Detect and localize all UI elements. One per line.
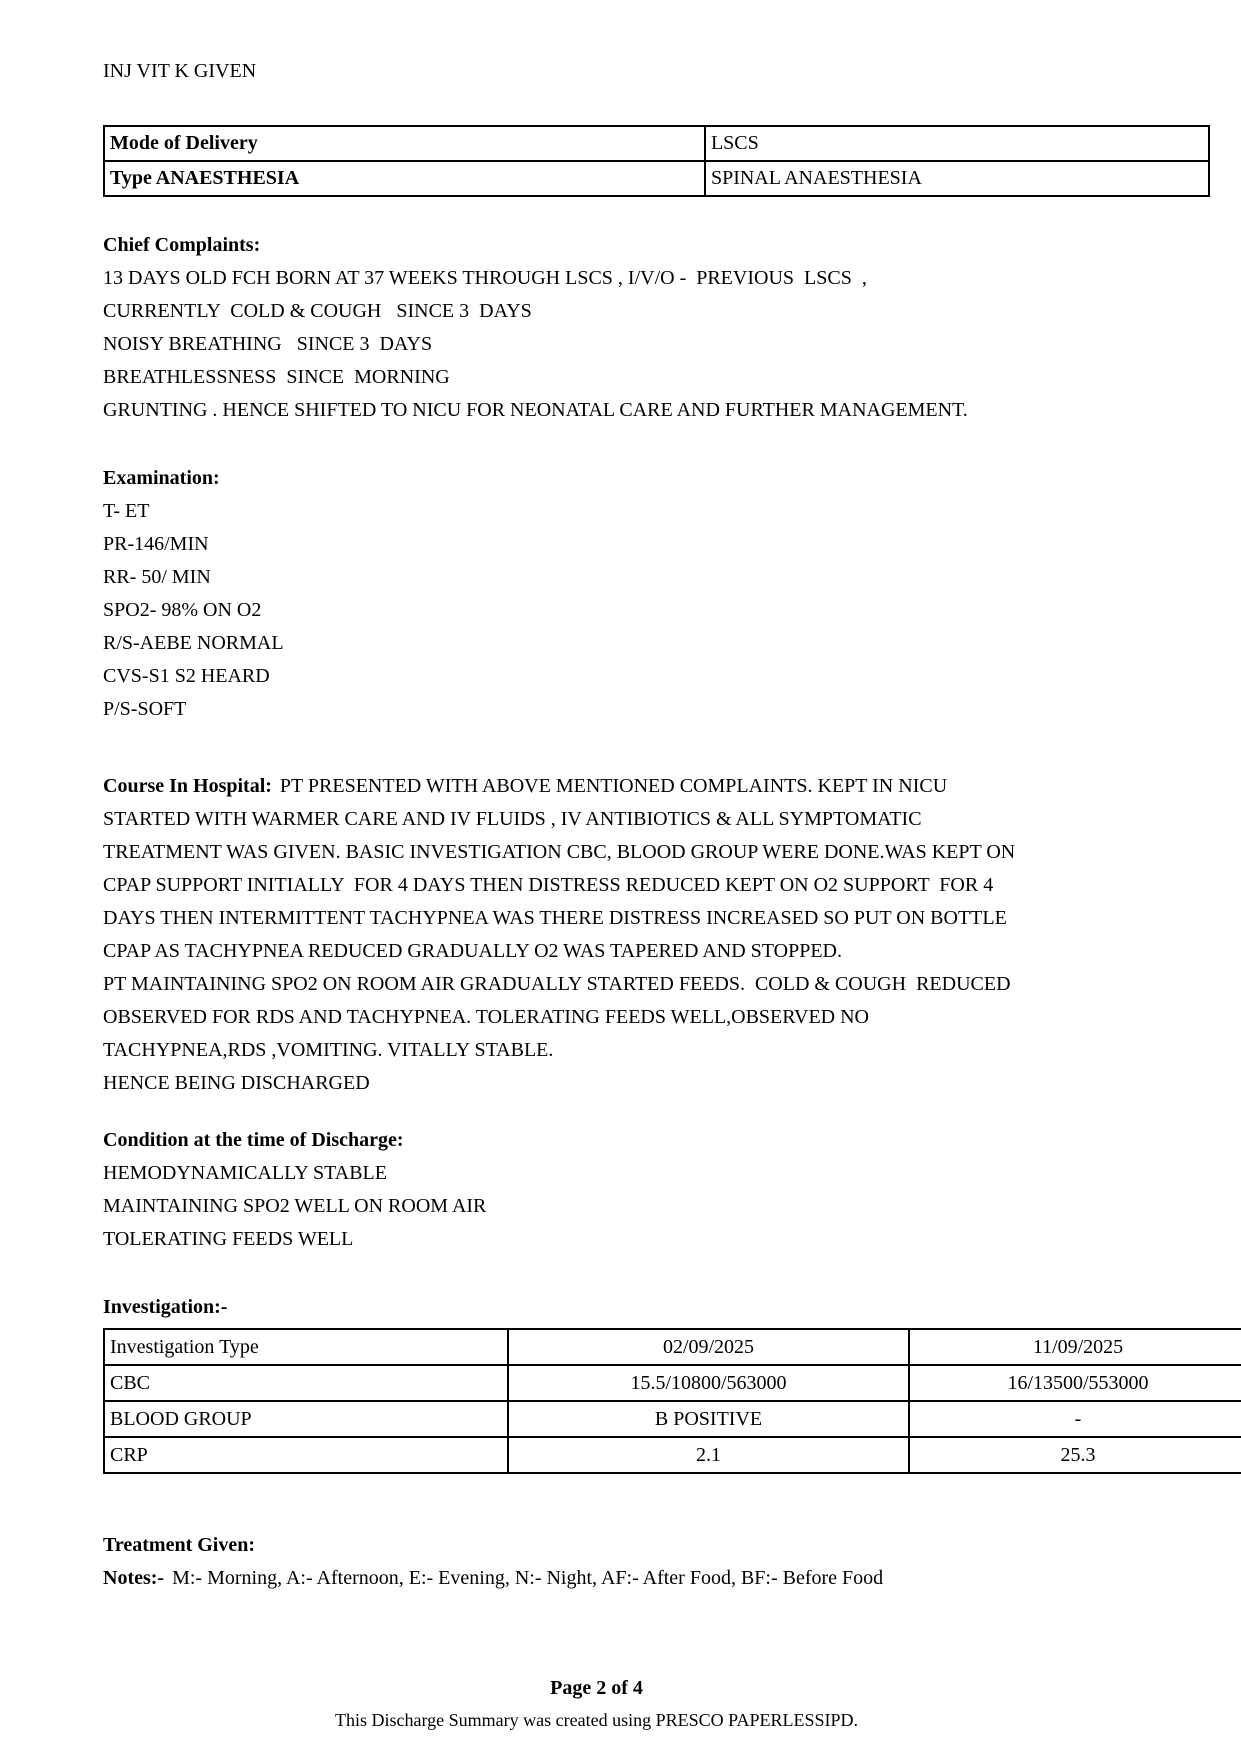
chief-complaint-line: BREATHLESSNESS SINCE MORNING <box>103 366 450 388</box>
examination-line: T- ET <box>103 500 150 522</box>
notes-label: Notes:- <box>103 1567 165 1589</box>
delivery-row-label: Mode of Delivery <box>104 126 705 161</box>
treatment-given-section <box>103 1529 1210 1595</box>
course-line: CPAP AS TACHYPNEA REDUCED GRADUALLY O2 WAS TAPERED AND STOPPED. <box>103 940 842 962</box>
chief-complaints-section <box>103 229 1210 427</box>
examination-line: RR- 50/ MIN <box>103 566 211 588</box>
course-line: CPAP SUPPORT INITIALLY FOR 4 DAYS THEN DISTRESS REDUCED KEPT ON O2 SUPPORT FOR 4 <box>103 874 994 896</box>
chief-complaint-line: CURRENTLY COLD & COUGH SINCE 3 DAYS <box>103 300 532 322</box>
examination-heading: Examination: <box>103 467 220 489</box>
chief-complaints-heading: Chief Complaints: <box>103 234 261 256</box>
investigation-name: CBC <box>104 1365 508 1401</box>
chief-complaint-line: GRUNTING . HENCE SHIFTED TO NICU FOR NEONATAL CARE AND FURTHER MANAGEMENT. <box>103 399 968 421</box>
course-line: TREATMENT WAS GIVEN. BASIC INVESTIGATION CBC, BLOOD GROUP WERE DONE.WAS KEPT ON <box>103 841 1016 863</box>
investigation-value: - <box>909 1401 1241 1437</box>
chief-complaint-line: 13 DAYS OLD FCH BORN AT 37 WEEKS THROUGH LSCS , I/V/O - PREVIOUS LSCS , <box>103 267 867 289</box>
course-line: PT MAINTAINING SPO2 ON ROOM AIR GRADUALLY STARTED FEEDS. COLD & COUGH REDUCED <box>103 973 1011 995</box>
investigation-value: 16/13500/553000 <box>909 1365 1241 1401</box>
investigation-table <box>103 1328 1241 1474</box>
course-line: STARTED WITH WARMER CARE AND IV FLUIDS , IV ANTIBIOTICS & ALL SYMPTOMATIC <box>103 808 922 830</box>
investigation-section <box>103 1291 1210 1474</box>
examination-section <box>103 462 1210 726</box>
table-header-row <box>104 1329 1241 1365</box>
examination-line: CVS-S1 S2 HEARD <box>103 665 270 687</box>
table-row <box>104 161 1209 196</box>
examination-line: PR-146/MIN <box>103 533 209 555</box>
treatment-notes <box>103 1562 1210 1595</box>
table-row <box>104 1437 1241 1473</box>
page-footer <box>103 1672 1090 1735</box>
investigation-value: B POSITIVE <box>508 1401 909 1437</box>
delivery-row-label: Type ANAESTHESIA <box>104 161 705 196</box>
discharge-condition-section <box>103 1124 1210 1256</box>
course-line: DAYS THEN INTERMITTENT TACHYPNEA WAS THERE DISTRESS INCREASED SO PUT ON BOTTLE <box>103 907 1007 929</box>
investigation-value: 15.5/10800/563000 <box>508 1365 909 1401</box>
investigation-value: 2.1 <box>508 1437 909 1473</box>
page-number: Page 2 of 4 <box>550 1677 643 1699</box>
created-note: This Discharge Summary was created using PRESCO PAPERLESSIPD. <box>334 1710 858 1730</box>
header-note: INJ VIT K GIVEN <box>103 60 257 82</box>
condition-line: TOLERATING FEEDS WELL <box>103 1228 354 1250</box>
investigation-column-header: 11/09/2025 <box>909 1329 1241 1365</box>
course-line <box>103 770 1210 803</box>
examination-line: P/S-SOFT <box>103 698 187 720</box>
investigation-column-header: 02/09/2025 <box>508 1329 909 1365</box>
investigation-value: 25.3 <box>909 1437 1241 1473</box>
course-line: TACHYPNEA,RDS ,VOMITING. VITALLY STABLE. <box>103 1039 554 1061</box>
table-row <box>104 126 1209 161</box>
course-in-hospital-section <box>103 770 1210 1100</box>
treatment-given-heading: Treatment Given: <box>103 1534 256 1556</box>
notes-text: M:- Morning, A:- Afternoon, E:- Evening, N:- Night, AF:- After Food, BF:- Before Food <box>172 1567 884 1589</box>
table-row <box>104 1401 1241 1437</box>
investigation-name: BLOOD GROUP <box>104 1401 508 1437</box>
condition-line: MAINTAINING SPO2 WELL ON ROOM AIR <box>103 1195 487 1217</box>
course-line: OBSERVED FOR RDS AND TACHYPNEA. TOLERATING FEEDS WELL,OBSERVED NO <box>103 1006 869 1028</box>
course-heading: Course In Hospital: <box>103 775 272 797</box>
investigation-column-header: Investigation Type <box>104 1329 508 1365</box>
delivery-row-value: LSCS <box>705 126 1209 161</box>
chief-complaint-line: NOISY BREATHING SINCE 3 DAYS <box>103 333 433 355</box>
examination-line: SPO2- 98% ON O2 <box>103 599 262 621</box>
condition-line: HEMODYNAMICALLY STABLE <box>103 1162 387 1184</box>
investigation-name: CRP <box>104 1437 508 1473</box>
delivery-table <box>103 125 1210 197</box>
discharge-condition-heading: Condition at the time of Discharge: <box>103 1129 404 1151</box>
table-row <box>104 1365 1241 1401</box>
examination-line: R/S-AEBE NORMAL <box>103 632 284 654</box>
delivery-row-value: SPINAL ANAESTHESIA <box>705 161 1209 196</box>
course-line-text: PT PRESENTED WITH ABOVE MENTIONED COMPLAINTS. KEPT IN NICU <box>279 775 948 797</box>
course-line: HENCE BEING DISCHARGED <box>103 1072 370 1094</box>
investigation-heading: Investigation:- <box>103 1296 228 1318</box>
